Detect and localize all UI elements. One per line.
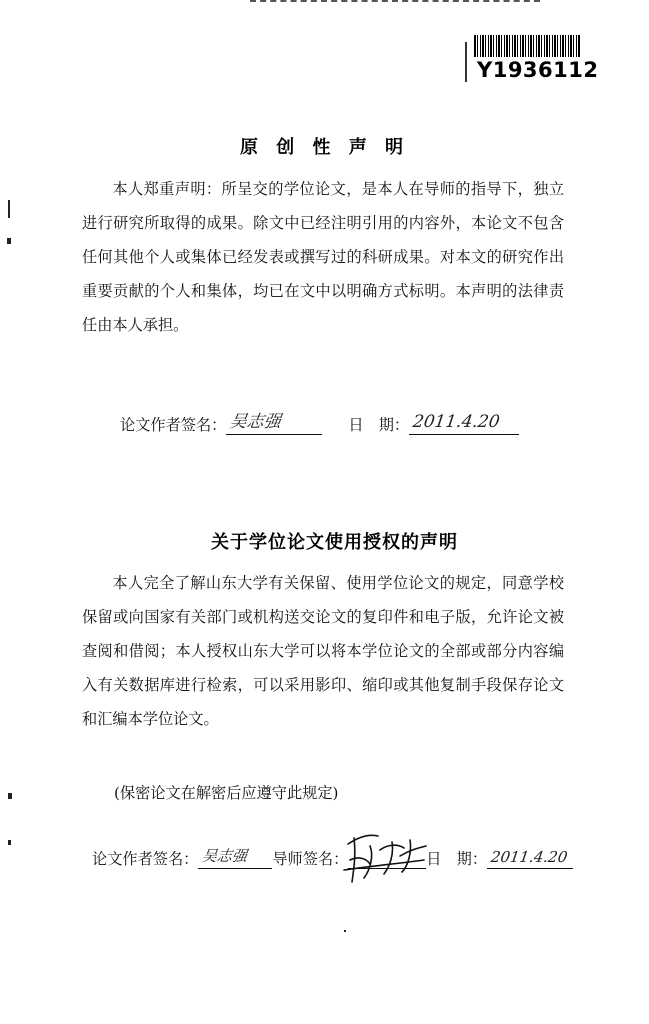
date-label: 日 期： — [426, 850, 487, 868]
authorization-title: 关于学位论文使用授权的声明 — [211, 532, 458, 553]
scan-speck — [8, 200, 10, 218]
scan-speck — [344, 930, 346, 932]
declaration-text: 本人郑重声明：所呈交的学位论文，是本人在导师的指导下，独立进行研究所取得的成果。除文中已经注明引用的内容外，本论文不包含任何其他个人或集体已经发表或撰写过的科研成果。对本文的研究作出重要贡献的个人和集体，均已在文中以明确方式标明。本声明的法律责任由本人承担。 — [82, 180, 564, 334]
barcode-frame — [465, 42, 467, 82]
scan-edge-marks — [250, 0, 540, 5]
scan-speck — [7, 238, 11, 244]
date-field — [409, 412, 519, 435]
scan-speck — [8, 840, 11, 845]
date-label: 日 期： — [348, 416, 410, 434]
authorization-signature-row — [92, 846, 573, 869]
declaration-signature-row — [120, 412, 519, 435]
author-signature-label: 论文作者签名： — [92, 850, 199, 868]
confidentiality-note: (保密论文在解密后应遵守此规定) — [114, 784, 339, 802]
barcode-number: Y1936112 — [477, 58, 599, 82]
author-signature-field — [226, 412, 322, 435]
author-signature-label: 论文作者签名： — [120, 416, 227, 434]
author-signature: 吴志强 — [200, 847, 249, 865]
advisor-signature-scribble — [340, 826, 430, 888]
author-signature: 吴志强 — [228, 412, 283, 432]
advisor-signature-label: 导师签名： — [272, 850, 349, 868]
authorization-body — [82, 566, 564, 736]
author-signature-field — [198, 846, 272, 869]
declaration-body — [82, 172, 564, 342]
declaration-title: 原 创 性 声 明 — [239, 137, 410, 158]
date-field — [487, 846, 573, 869]
date-handwritten: 2011.4.20 — [411, 412, 501, 432]
authorization-text: 本人完全了解山东大学有关保留、使用学位论文的规定，同意学校保留或向国家有关部门或机构送交论文的复印件和电子版，允许论文被查阅和借阅；本人授权山东大学可以将本学位论文的全部或部分内容编入有关数据库进行检索，可以采用影印、缩印或其他复制手段保存论文和汇编本学位论文。 — [82, 574, 564, 728]
barcode-bars — [474, 35, 580, 57]
date-handwritten: 2011.4.20 — [489, 848, 569, 866]
scan-speck — [8, 793, 12, 799]
barcode — [465, 30, 599, 86]
